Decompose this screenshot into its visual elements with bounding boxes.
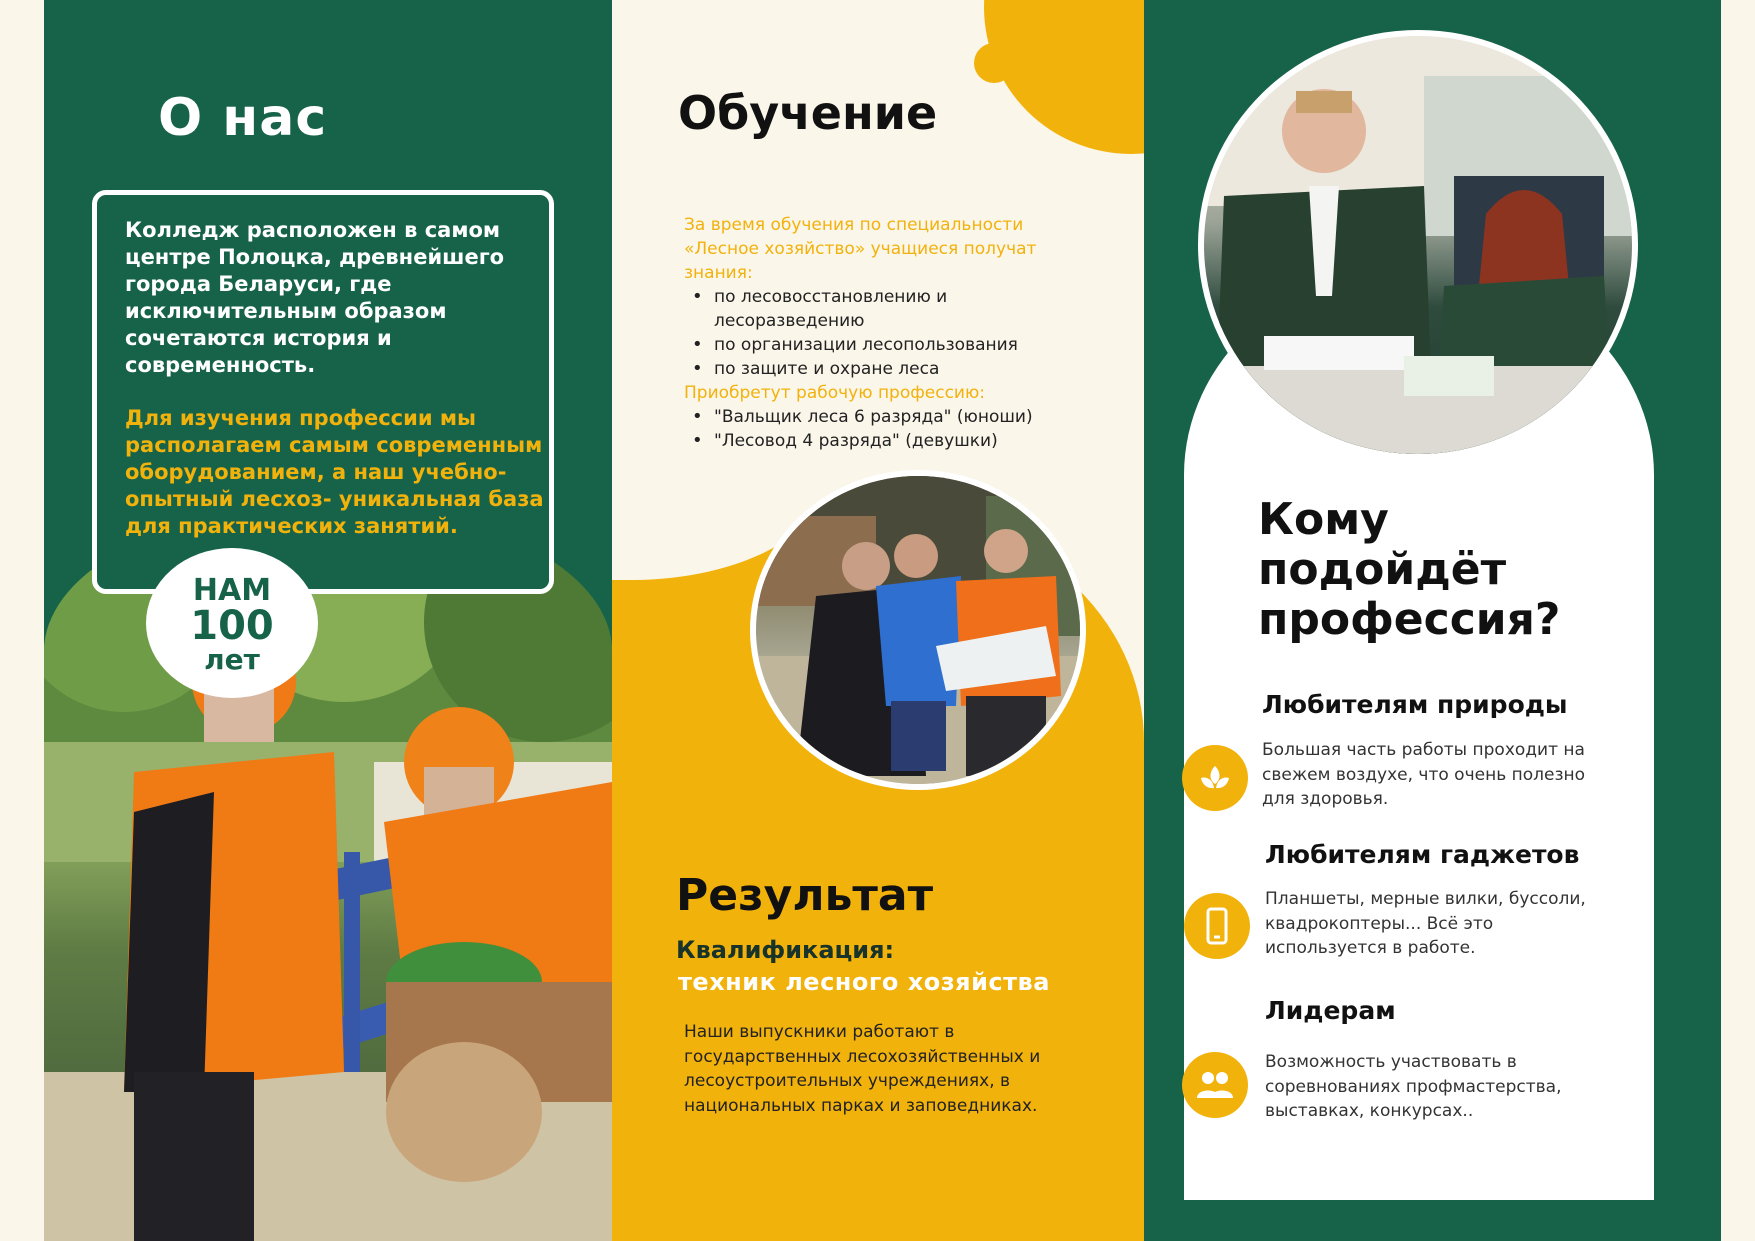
training-intro: За время обучения по специальности «Лесное хозяйство» учащиеся получат знания: [684,215,1037,283]
training-text [684,213,1084,453]
about-box [92,190,554,594]
anniversary-badge [146,548,318,698]
list-item: • по организации лесопользования [684,333,1084,357]
list-item: • "Лесовод 4 разряда" (девушки) [684,429,1084,453]
list-item: • по защите и охране леса [684,357,1084,381]
training-title: Обучение [678,86,938,140]
students-photo [756,476,1080,784]
badge-line-2: 100 [190,603,274,649]
about-title: О нас [158,88,328,148]
list-item: • по лесовосстановлению и лесоразведению [684,285,1084,333]
leaf-icon [1182,745,1248,811]
qualification-value: техник лесного хозяйства [678,968,1050,996]
badge-line-1: НАМ [192,573,272,608]
about-text-equipment: Для изучения профессии мы располагаем самым современным оборудованием, а наш учебно-опытный лесхоз- уникальная база для практических занятий. [125,406,544,538]
knowledge-list [684,285,1084,381]
badge-line-3: лет [204,643,260,676]
list-item: • "Вальщик леса 6 разряда" (юноши) [684,405,1084,429]
people-icon [1182,1052,1248,1118]
audience-item-title: Любителям природы [1262,690,1568,719]
decor-yellow-dot [974,43,1014,83]
audience-item-title: Лидерам [1265,996,1396,1025]
qualification-label: Квалификация: [676,936,895,964]
phone-icon [1184,893,1250,959]
about-text-history: Колледж расположен в самом центре Полоцка, древнейшего города Беларуси, где исключительным образом сочетаются история и современность. [125,218,505,377]
result-text: Наши выпускники работают в государственных лесохозяйственных и лесоустроительных учреждениях, в национальных парках и заповедниках. [684,1022,1041,1116]
graduates-photo [1204,36,1632,454]
profession-intro: Приобретут рабочую профессию: [684,383,986,403]
audience-item-text: Большая часть работы проходит на свежем воздухе, что очень полезно для здоровья. [1262,740,1586,809]
audience-item-title: Любителям гаджетов [1265,840,1580,869]
lumberjacks-photo [44,512,612,1241]
result-title: Результат [676,870,934,921]
audience-item-text: Возможность участвовать в соревнованиях профмастерства, выставках, конкурсах.. [1265,1052,1562,1121]
audience-title: Кому подойдёт профессия? [1258,494,1561,645]
profession-list [684,405,1084,453]
audience-item-text: Планшеты, мерные вилки, буссоли, квадрокоптеры... Всё это используется в работе. [1265,889,1586,958]
